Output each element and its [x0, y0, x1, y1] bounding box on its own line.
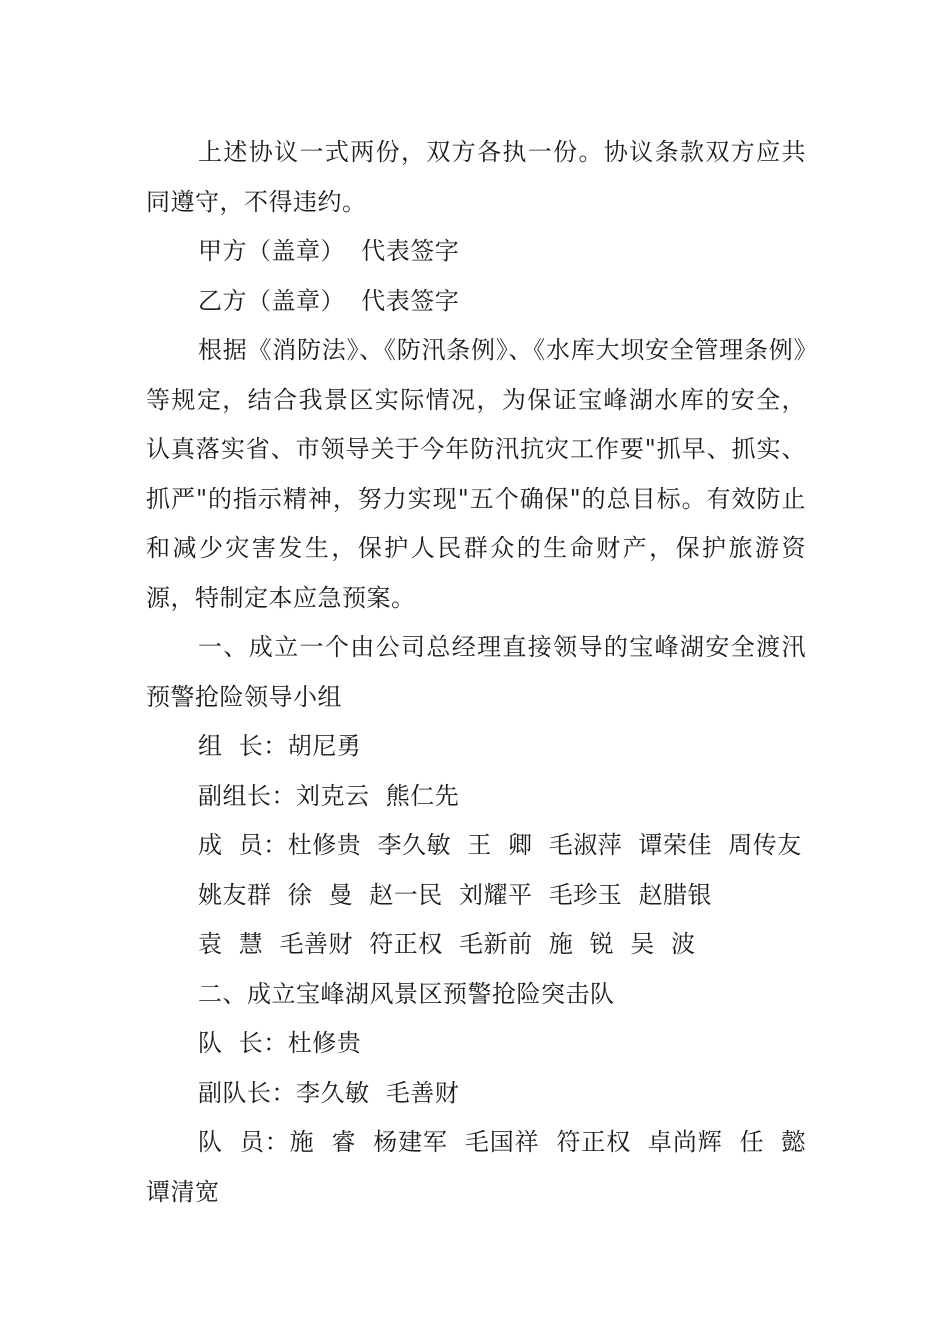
group-leader-line: 组 长：胡尼勇 — [198, 732, 362, 760]
team-captain-line: 队 长：杜修贵 — [198, 1029, 362, 1057]
section-1-heading: 一、成立一个由公司总经理直接领导的宝峰湖安全渡汛预警抢险领导小组 — [146, 633, 806, 711]
team-members-line: 队 员：施 睿 杨建军 毛国祥 符正权 卓尚辉 任 懿谭清宽 — [146, 1128, 806, 1206]
intro-paragraph: 根据《消防法》、《防汛条例》、《水库大坝安全管理条例》等规定，结合我景区实际情况，为保证宝峰湖水库的安全，认真落实省、市领导关于今年防汛抗灾工作要"抓早、抓实、抓严"的指示精神，努力实现"五个确保"的总目标。有效防止和减少灾害发生，保护人民群众的生命财产，保护旅游资源，特制定本应急预案。 — [146, 336, 806, 612]
section-2-heading: 二、成立宝峰湖风景区预警抢险突击队 — [198, 979, 615, 1008]
members-line-1: 成 员：杜修贵 李久敏 王 卿 毛淑萍 谭荣佳 周传友 — [198, 831, 802, 859]
agreement-paragraph: 上述协议一式两份，双方各执一份。协议条款双方应共同遵守，不得违约。 — [146, 138, 806, 216]
document-body — [146, 128, 806, 1217]
members-line-3: 袁 慧 毛善财 符正权 毛新前 施 锐 吴 波 — [198, 930, 696, 958]
deputy-leader-line: 副组长：刘克云 熊仁先 — [198, 781, 460, 810]
vice-captain-line: 副队长：李久敏 毛善财 — [198, 1078, 460, 1107]
party-b-signature-line: 乙方（盖章） 代表签字 — [198, 286, 460, 315]
members-line-2: 姚友群 徐 曼 赵一民 刘耀平 毛珍玉 赵腊银 — [198, 880, 713, 909]
party-a-signature-line: 甲方（盖章） 代表签字 — [198, 237, 460, 265]
